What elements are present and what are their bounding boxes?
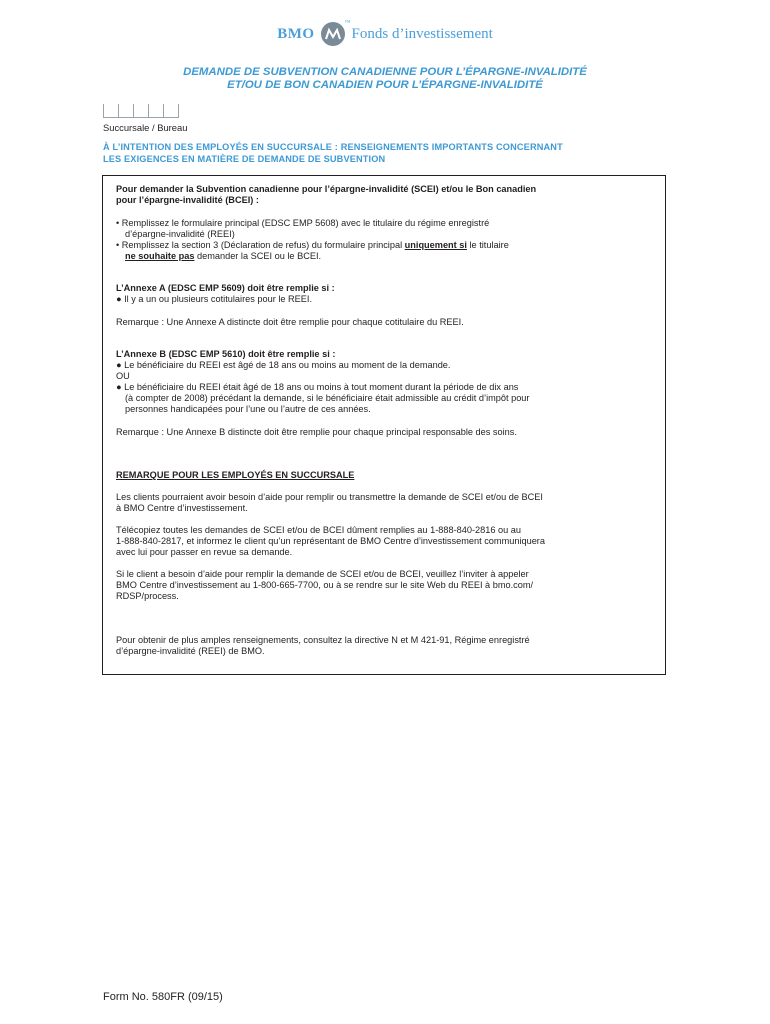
annex-a-heading: L’Annexe A (EDSC EMP 5609) doit être remplie si : bbox=[116, 283, 335, 293]
bullet-main-form-cont: d’épargne-invalidité (REEI) bbox=[125, 229, 235, 239]
annex-b-item-2: ● Le bénéficiaire du REEI était âgé de 18 ans ou moins à tout moment durant la période de dix ans bbox=[116, 382, 519, 392]
bullet-main-form: • Remplissez le formulaire principal (EDSC EMP 5608) avec le titulaire du régime enregistré bbox=[116, 218, 490, 228]
brand-name: BMO bbox=[277, 25, 315, 42]
annex-b-item-2-cont-2: personnes handicapées pour l’une ou l’autre de ces années. bbox=[125, 404, 371, 414]
bmo-logo bbox=[0, 22, 770, 46]
branch-digit-box[interactable] bbox=[133, 104, 148, 118]
branch-digit-box[interactable] bbox=[148, 104, 163, 118]
bullet-section-3: • Remplissez la section 3 (Déclaration de refus) du formulaire principal uniquement si le titulaire bbox=[116, 240, 509, 250]
branch-number-field[interactable] bbox=[103, 104, 179, 118]
branch-digit-box[interactable] bbox=[103, 104, 118, 118]
paragraph-4-line-1: Pour obtenir de plus amples renseignements, consultez la directive N et M 421-91, Régime enregistré bbox=[116, 635, 530, 645]
roundel-mark-icon bbox=[325, 28, 341, 40]
employee-notice-heading bbox=[103, 142, 683, 165]
paragraph-4-line-2: d’épargne-invalidité (REEI) de BMO. bbox=[116, 646, 265, 656]
paragraph-3-line-1: Si le client a besoin d’aide pour remplir la demande de SCEI et/ou de BCEI, veuillez l’inviter à appeler bbox=[116, 569, 529, 579]
division-name: Fonds d’investissement bbox=[351, 25, 493, 42]
intro-line-2: pour l’épargne-invalidité (BCEI) : bbox=[116, 195, 259, 205]
intro-line-1: Pour demander la Subvention canadienne pour l’épargne-invalidité (SCEI) et/ou le Bon canadien bbox=[116, 184, 537, 194]
form-title-line-1: DEMANDE DE SUBVENTION CANADIENNE POUR L’ÉPARGNE-INVALIDITÉ bbox=[183, 66, 587, 78]
paragraph-2-line-1: Télécopiez toutes les demandes de SCEI et/ou de BCEI dûment remplies au 1-888-840-2816 ou au bbox=[116, 525, 522, 535]
annex-a-item: ● Il y a un ou plusieurs cotitulaires pour le REEI. bbox=[116, 294, 313, 304]
bmo-roundel-icon bbox=[321, 20, 351, 46]
annex-b-heading: L’Annexe B (EDSC EMP 5610) doit être remplie si : bbox=[116, 349, 336, 359]
branch-digit-box[interactable] bbox=[118, 104, 133, 118]
paragraph-2-line-3: avec lui pour passer en revue sa demande. bbox=[116, 547, 293, 557]
annex-a-note: Remarque : Une Annexe A distincte doit être remplie pour chaque cotitulaire du REEI. bbox=[116, 317, 464, 327]
trademark-symbol: ™ bbox=[344, 20, 351, 26]
form-number: Form No. 580FR (09/15) bbox=[103, 991, 223, 1003]
bullet-section-3-cont: ne souhaite pas demander la SCEI ou le BCEI. bbox=[125, 251, 322, 261]
paragraph-2-line-2: 1-888-840-2817, et informez le client qu’un représentant de BMO Centre d’investissement communiquera bbox=[116, 536, 545, 546]
annex-b-item-1: ● Le bénéficiaire du REEI est âgé de 18 ans ou moins au moment de la demande. bbox=[116, 360, 451, 370]
annex-b-or: OU bbox=[116, 371, 130, 381]
form-title-line-2: ET/OU DE BON CANADIEN POUR L’ÉPARGNE-INVALIDITÉ bbox=[227, 79, 543, 91]
notice-line-2: LES EXIGENCES EN MATIÈRE DE DEMANDE DE SUBVENTION bbox=[103, 153, 386, 164]
paragraph-1-line-1: Les clients pourraient avoir besoin d’aide pour remplir ou transmettre la demande de SCEI et/ou de BCEI bbox=[116, 492, 543, 502]
branch-remark-heading: REMARQUE POUR LES EMPLOYÉS EN SUCCURSALE bbox=[116, 470, 355, 480]
branch-digit-box[interactable] bbox=[163, 104, 179, 118]
notice-line-1: À L’INTENTION DES EMPLOYÉS EN SUCCURSALE : RENSEIGNEMENTS IMPORTANTS CONCERNANT bbox=[103, 142, 563, 152]
branch-label: Succursale / Bureau bbox=[103, 122, 188, 133]
paragraph-3-line-3: RDSP/process. bbox=[116, 591, 179, 601]
paragraph-3-line-2: BMO Centre d’investissement au 1-800-665-7700, ou à se rendre sur le site Web du REEI à bmo.com/ bbox=[116, 580, 534, 590]
annex-b-item-2-cont-1: (à compter de 2008) précédant la demande, si le bénéficiaire était admissible au crédit d’impôt pour bbox=[125, 393, 530, 403]
paragraph-1-line-2: à BMO Centre d’investissement. bbox=[116, 503, 248, 513]
form-title bbox=[0, 66, 770, 92]
annex-b-note: Remarque : Une Annexe B distincte doit être remplie pour chaque principal responsable des soins. bbox=[116, 427, 517, 437]
